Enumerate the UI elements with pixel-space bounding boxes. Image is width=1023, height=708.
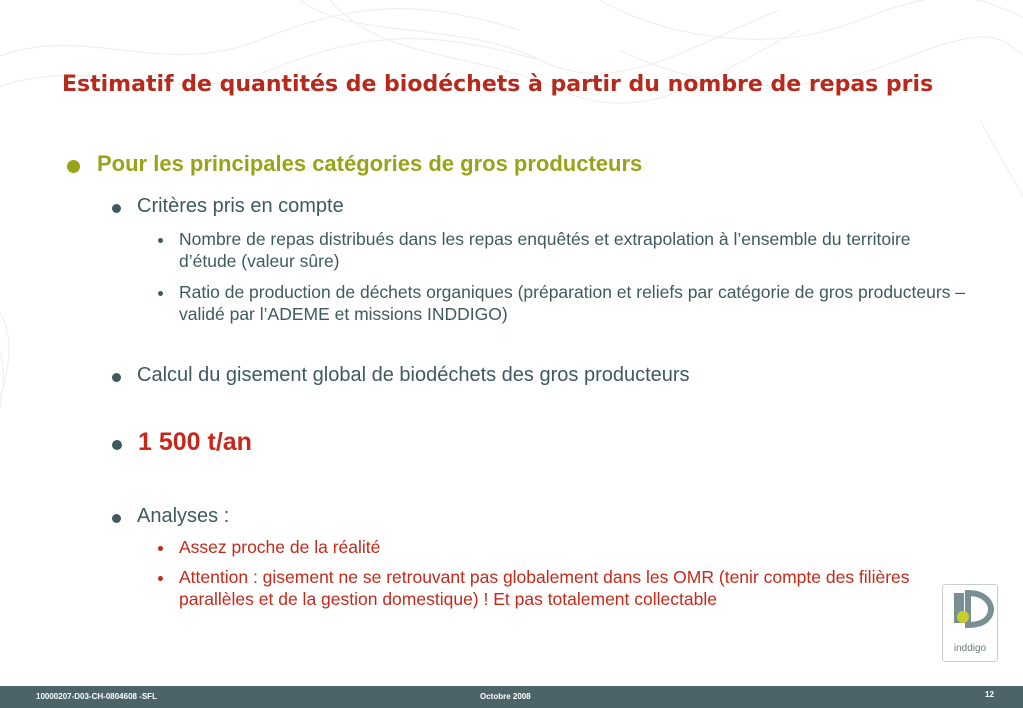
calcul-text: Calcul du gisement global de biodéchets des gros producteurs bbox=[137, 364, 690, 386]
inddigo-logo-icon bbox=[943, 585, 997, 643]
analyses-item-text: Assez proche de la réalité bbox=[179, 537, 381, 557]
logo-text: inddigo bbox=[953, 643, 987, 654]
footer-reference: 10000207-D03-CH-0804608 -SFL bbox=[36, 692, 157, 701]
main-bullet-text: Pour les principales catégories de gros producteurs bbox=[97, 151, 643, 176]
slide-title: Estimatif de quantités de biodéchets à partir du nombre de repas pris bbox=[62, 72, 934, 97]
bullet-dot-icon bbox=[158, 238, 163, 243]
result-value: 1 500 t/an bbox=[138, 428, 252, 456]
criteria-item-text: Nombre de repas distribués dans les repas enquêtés et extrapolation à l’ensemble du territoire d’étude (valeur sûre) bbox=[179, 229, 911, 271]
footer-bar bbox=[0, 686, 1023, 708]
bullet-dot-icon bbox=[67, 160, 80, 173]
bullet-dot-icon bbox=[112, 204, 121, 213]
analyses-item-text: Attention : gisement ne se retrouvant pas globalement dans les OMR (tenir compte des filières parallèles et de la gestion domestique) ! Et pas totalement collectable bbox=[179, 567, 910, 609]
criteria-label: Critères pris en compte bbox=[137, 195, 344, 217]
criteria-item-text: Ratio de production de déchets organiques (préparation et reliefs par catégorie de gros producteurs – validé par l’ADEME et missions INDDIGO) bbox=[179, 282, 966, 324]
bullet-dot-icon bbox=[158, 291, 163, 296]
footer-date: Octobre 2008 bbox=[480, 692, 531, 701]
bullet-dot-icon bbox=[112, 440, 122, 450]
bullet-dot-icon bbox=[112, 514, 121, 523]
bullet-dot-icon bbox=[112, 373, 121, 382]
inddigo-logo bbox=[942, 584, 998, 662]
analyses-label: Analyses : bbox=[137, 505, 230, 527]
bullet-dot-icon bbox=[158, 576, 163, 581]
bullet-dot-icon bbox=[158, 546, 163, 551]
page-number: 12 bbox=[985, 690, 994, 699]
